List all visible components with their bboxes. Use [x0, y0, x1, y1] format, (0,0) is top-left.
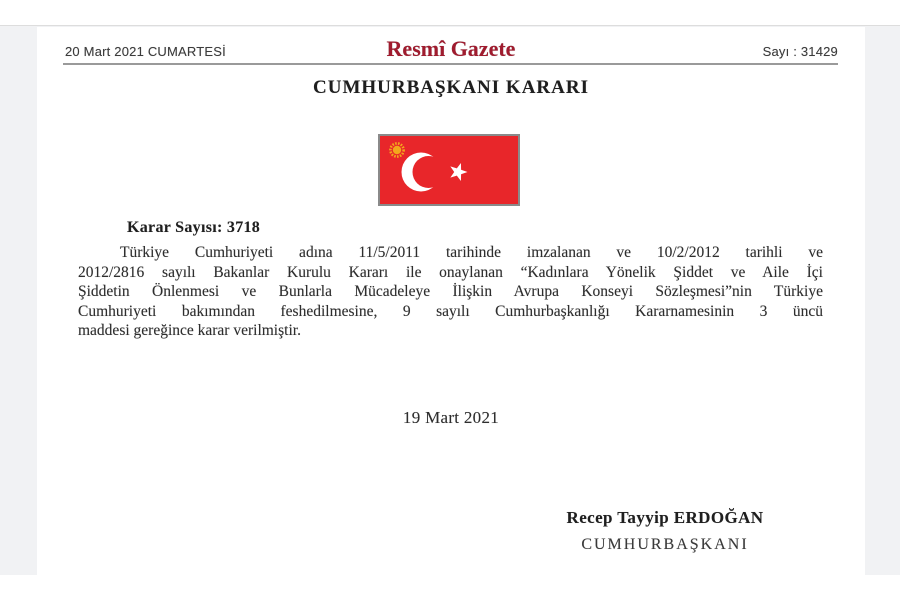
gazette-masthead: Resmî Gazete: [386, 36, 516, 61]
document-viewport: [0, 25, 900, 575]
paragraph-line: Cumhuriyeti bakımından feshedilmesine, 9 sayılı Cumhurbaşkanlığı Kararnamesinin 3 üncü: [78, 302, 823, 320]
document-title: CUMHURBAŞKANI KARARI: [313, 77, 589, 98]
decision-date: 19 Mart 2021: [402, 408, 500, 427]
signature-name: Recep Tayyip ERDOĞAN: [566, 508, 764, 527]
signature-title: CUMHURBAŞKANI: [581, 536, 749, 553]
turkish-presidential-flag-icon: [378, 134, 520, 206]
paragraph-line: Şiddetin Önlenmesi ve Bunlarla Mücadeleye İlişkin Avrupa Konseyi Sözleşmesi”nin Türkiye: [78, 283, 823, 300]
paragraph-line: Türkiye Cumhuriyeti adına 11/5/2011 tarihinde imzalanan ve 10/2/2012 tarihli ve: [120, 244, 823, 261]
paragraph-line: maddesi gereğince karar verilmiştir.: [78, 322, 301, 339]
decision-number: Karar Sayısı: 3718: [127, 219, 261, 236]
signature-block: [513, 507, 817, 555]
gazette-issue-number: Sayı : 31429: [762, 44, 838, 59]
decision-paragraph: [78, 243, 823, 341]
gazette-date: 20 Mart 2021 CUMARTESİ: [65, 44, 226, 59]
gazette-page: [37, 27, 865, 575]
header-divider: [63, 63, 838, 65]
paragraph-line: 2012/2816 sayılı Bakanlar Kurulu Kararı ile onaylanan “Kadınlara Yönelik Şiddet ve Aile İçi: [78, 263, 823, 281]
